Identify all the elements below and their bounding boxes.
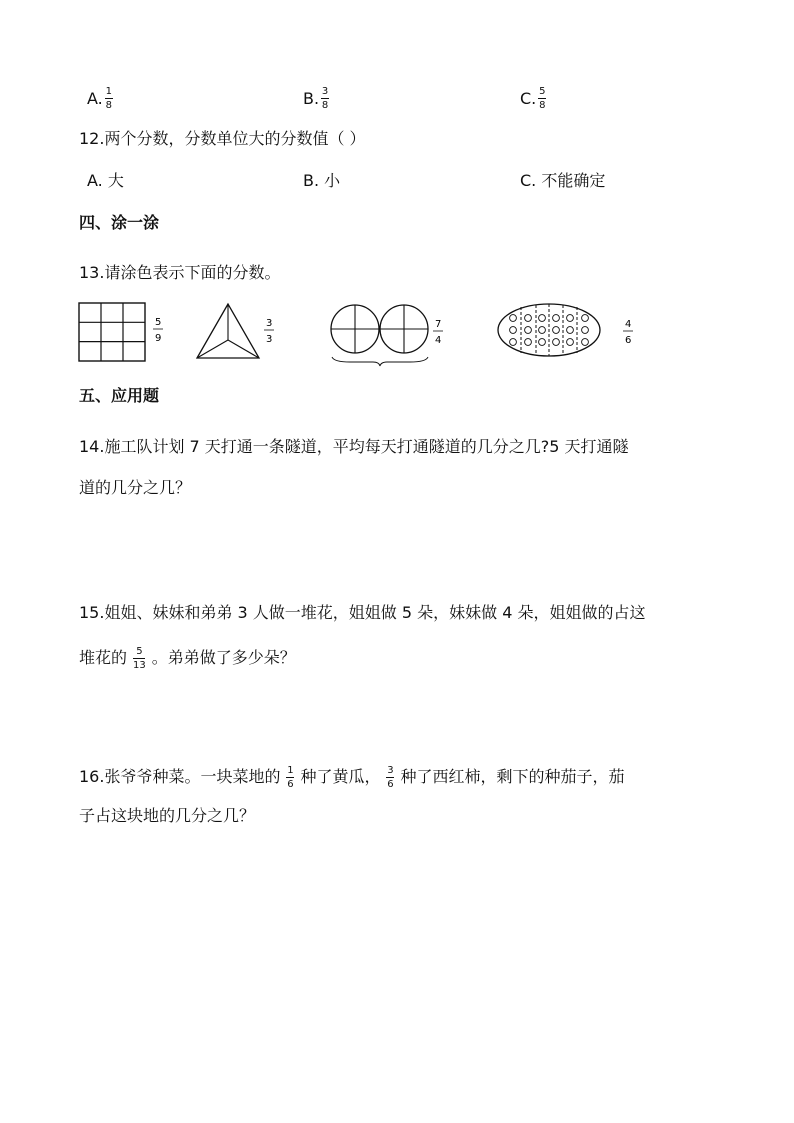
q13-question: 13.请涂色表示下面的分数。 bbox=[79, 263, 281, 282]
q16-mid: 种了黄瓜， bbox=[300, 767, 381, 786]
numerator: 1 bbox=[105, 86, 112, 97]
numerator: 3 bbox=[321, 86, 329, 97]
fraction bbox=[133, 646, 146, 671]
q12-option-c: C. 不能确定 bbox=[520, 171, 606, 190]
denominator: 8 bbox=[105, 100, 112, 111]
grid-figure[interactable] bbox=[79, 303, 145, 361]
q16-pre: 16.张爷爷种菜。一块菜地的 bbox=[79, 767, 281, 786]
circles-figure[interactable] bbox=[331, 305, 428, 366]
denominator: 6 bbox=[387, 778, 394, 790]
numerator: 3 bbox=[266, 318, 273, 329]
denominator: 9 bbox=[155, 333, 162, 344]
q15-line-2 bbox=[79, 638, 296, 678]
q11-option-b bbox=[303, 86, 329, 111]
q12-question: 12.两个分数，分数单位大的分数值（ ） bbox=[79, 129, 366, 148]
fraction bbox=[286, 765, 294, 790]
triangle-fraction bbox=[264, 318, 274, 345]
option-label: B. bbox=[303, 88, 320, 108]
denominator: 13 bbox=[133, 659, 146, 671]
section-4-title: 四、涂一涂 bbox=[79, 213, 160, 232]
denominator: 4 bbox=[435, 335, 442, 346]
fraction bbox=[538, 86, 546, 111]
q15-line-2-pre: 堆花的 bbox=[79, 648, 128, 667]
oval-figure[interactable] bbox=[498, 304, 600, 356]
q16-post: 种了西红柿，剩下的种茄子，茄 bbox=[400, 767, 625, 786]
denominator: 6 bbox=[287, 778, 294, 790]
option-label: C. bbox=[520, 88, 537, 108]
numerator: 1 bbox=[287, 764, 294, 776]
q12-option-a: A. 大 bbox=[87, 171, 124, 190]
numerator: 3 bbox=[387, 764, 394, 776]
fraction bbox=[386, 765, 394, 790]
fraction bbox=[321, 86, 329, 111]
denominator: 8 bbox=[321, 100, 329, 111]
numerator: 5 bbox=[136, 645, 143, 657]
denominator: 6 bbox=[625, 335, 632, 346]
q15-line-2-post: 。弟弟做了多少朵？ bbox=[151, 648, 296, 667]
q15-line-1: 15.姐姐、妹妹和弟弟 3 人做一堆花，姐姐做 5 朵，妹妹做 4 朵，姐姐做的占这 bbox=[79, 603, 646, 622]
q16-line-1 bbox=[79, 757, 624, 797]
numerator: 4 bbox=[625, 319, 632, 330]
fraction-bar bbox=[133, 658, 145, 659]
denominator: 8 bbox=[539, 100, 546, 111]
fraction-bar bbox=[386, 777, 394, 778]
q16-line-2: 子占这块地的几分之几？ bbox=[79, 806, 256, 825]
option-label: A. bbox=[87, 88, 103, 108]
q11-option-c bbox=[520, 86, 546, 111]
fraction-bar bbox=[105, 98, 113, 99]
triangle-figure[interactable] bbox=[197, 304, 259, 358]
denominator: 3 bbox=[266, 334, 273, 345]
q11-option-a bbox=[87, 86, 113, 111]
fraction-bar bbox=[321, 98, 329, 99]
q14-line-2: 道的几分之几？ bbox=[79, 478, 192, 497]
q14-line-1: 14.施工队计划 7 天打通一条隧道，平均每天打通隧道的几分之几?5 天打通隧 bbox=[79, 437, 629, 456]
fraction-bar bbox=[286, 777, 294, 778]
numerator: 5 bbox=[539, 86, 546, 97]
grid-fraction bbox=[153, 317, 163, 344]
fraction-bar bbox=[538, 98, 546, 99]
oval-fraction bbox=[623, 319, 633, 346]
q12-option-b: B. 小 bbox=[303, 171, 341, 190]
circles-fraction bbox=[433, 319, 443, 346]
numerator: 5 bbox=[155, 317, 162, 328]
section-5-title: 五、应用题 bbox=[79, 386, 160, 405]
q13-figures bbox=[70, 295, 660, 375]
fraction bbox=[105, 86, 113, 111]
numerator: 7 bbox=[435, 319, 442, 330]
